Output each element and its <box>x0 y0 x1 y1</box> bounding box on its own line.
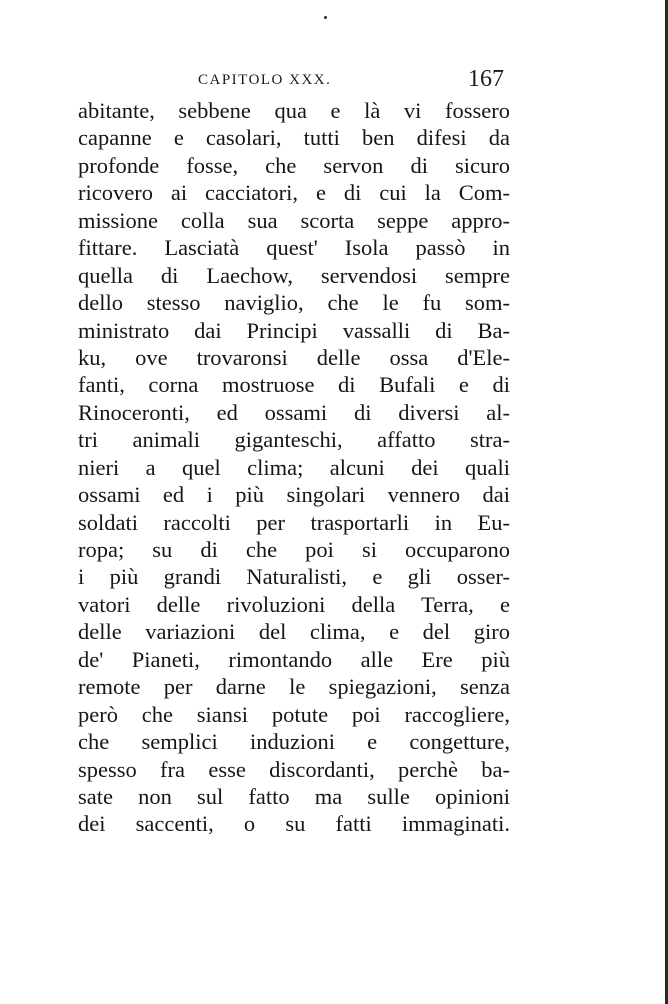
text-line: profonde fosse, che servon di sicuro <box>78 152 510 178</box>
text-line: quella di Laechow, servendosi sempre <box>78 262 510 288</box>
text-line: ropa; su di che poi si occuparono <box>78 537 510 562</box>
text-line: Rinoceronti, ed ossami di diversi al- <box>78 399 510 425</box>
running-head: CAPITOLO XXX. <box>198 72 332 88</box>
text-line: vatori delle rivoluzioni della Terra, e <box>78 591 510 617</box>
text-line: che semplici induzioni e congetture, <box>78 729 510 755</box>
text-line: remote per darne le spiegazioni, senza <box>78 674 510 700</box>
page-header <box>78 66 510 100</box>
text-line: sate non sul fatto ma sulle opinioni <box>78 783 510 809</box>
text-line: ku, ove trovaronsi delle ossa d'Ele- <box>78 344 510 370</box>
text-line: capanne e casolari, tutti ben difesi da <box>78 125 510 151</box>
text-line: dello stesso naviglio, che le fu som- <box>78 290 510 316</box>
text-line: ossami ed i più singolari vennero dai <box>78 482 510 508</box>
text-line: nieri a quel clima; alcuni dei quali <box>78 454 510 480</box>
text-line: fanti, corna mostruose di Bufali e di <box>78 372 510 398</box>
body-text <box>78 97 510 838</box>
text-line: però che siansi potute poi raccogliere, <box>78 701 510 727</box>
text-line: spesso fra esse discordanti, perchè ba- <box>78 756 510 782</box>
text-line: delle variazioni del clima, e del giro <box>78 619 510 645</box>
page-number: 167 <box>468 66 504 92</box>
text-line: i più grandi Naturalisti, e gli osser- <box>78 564 510 590</box>
text-line: ricovero ai cacciatori, e di cui la Com- <box>78 180 510 206</box>
text-line: dei saccenti, o su fatti immaginati. <box>78 811 510 837</box>
text-line: abitante, sebbene qua e là vi fossero <box>78 98 510 123</box>
text-line: soldati raccolti per trasportarli in Eu- <box>78 509 510 535</box>
text-line: missione colla sua scorta seppe appro- <box>78 207 510 233</box>
text-line: tri animali giganteschi, affatto stra- <box>78 427 510 453</box>
text-line: de' Pianeti, rimontando alle Ere più <box>78 646 510 672</box>
text-line: ministrato dai Principi vassalli di Ba- <box>78 317 510 343</box>
text-line: fittare. Lasciatà quest' Isola passò in <box>78 235 510 261</box>
ink-speck <box>324 16 327 19</box>
